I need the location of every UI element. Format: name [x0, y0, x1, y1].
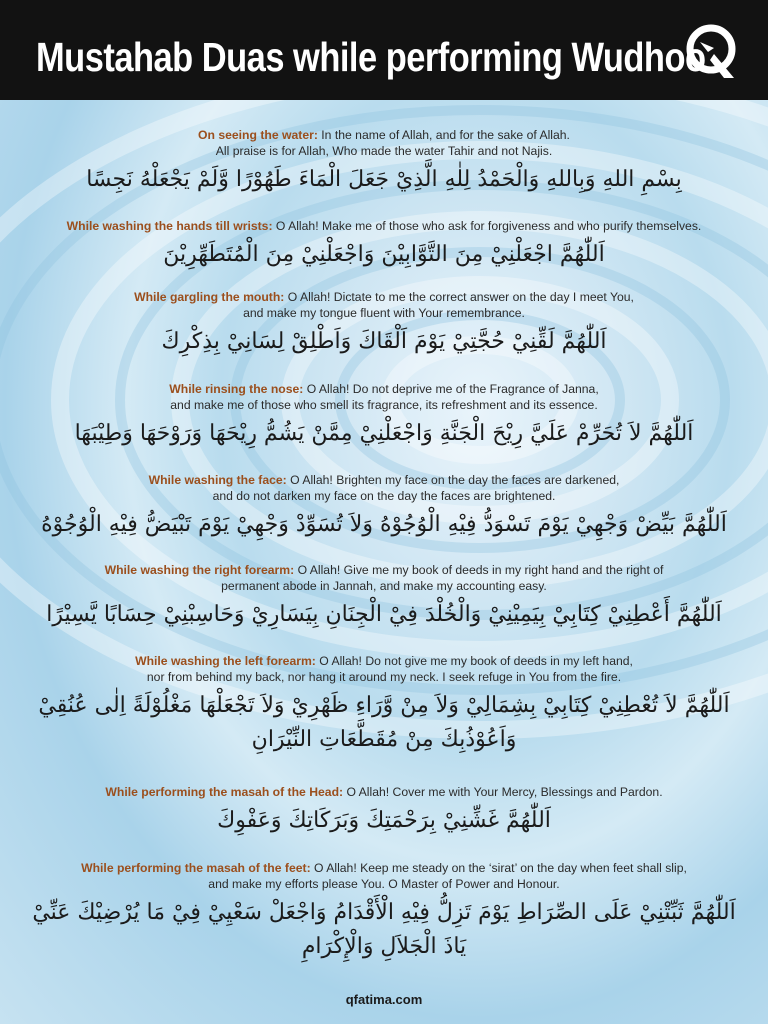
dua-arabic: اَللّٰهُمَّ لاَ تُعْطِنِيْ كِتَابِيْ بِشِمَالِيْ وَلاَ مِنْ وَّرَاءِ ظَهْرِيْ وَلاَ تَجْعَلْهَا مَغْلُوْلَةً اِلٰى عُنُقِيْ وَاَعُوْذُبِكَ مِنْ مُقَطَّعَاتِ النِّيْرَانِ	[38, 693, 730, 752]
dua-rinsing-nose	[20, 381, 748, 451]
dua-label: While performing the masah of the feet:	[81, 861, 311, 875]
dua-arabic: اَللّٰهُمَّ بَيِّضْ وَجْهِيْ يَوْمَ تَسْوَدُّ فِيْهِ الْوُجُوْهُ وَلاَ تُسَوِّدْ وَجْهِيْ يَوْمَ تَبْيَضُّ فِيْهِ الْوُجُوْهُ	[41, 512, 727, 537]
dua-arabic: اَللّٰهُمَّ أَعْطِنِيْ كِتَابِيْ بِيَمِيْنِيْ وَالْخُلْدَ فِيْ الْجِنَانِ بِيَسَارِيْ وَحَاسِبْنِيْ حِسَابًا يَّسِيْرًا	[46, 602, 722, 627]
dua-label: While rinsing the nose:	[169, 382, 304, 396]
dua-right-forearm	[20, 562, 748, 632]
dua-left-forearm	[20, 653, 748, 757]
duas-list	[20, 100, 748, 1000]
dua-translation: While washing the hands till wrists: O Allah! Make me of those who ask for forgiveness and who purify themselves.	[66, 219, 702, 233]
dua-translation: While washing the face: O Allah! Brighten my face on the day the faces are darkened, and do not darken my face on the day the faces are brightened.	[148, 473, 620, 503]
dua-label: While washing the face:	[148, 473, 287, 487]
dua-arabic: اَللّٰهُمَّ لَقِّنِيْ حُجَّتِيْ يَوْمَ اَلْقَاكَ وَاَطْلِقْ لِسَانِيْ بِذِكْرِكَ	[161, 329, 607, 354]
dua-translation: While gargling the mouth: O Allah! Dictate to me the correct answer on the day I meet You, and make my tongue fluent with Your remembrance.	[134, 290, 634, 320]
dua-translation: While performing the masah of the Head: O Allah! Cover me with Your Mercy, Blessings and Pardon.	[105, 785, 663, 799]
qfatima-logo-icon	[684, 22, 744, 82]
dua-label: On seeing the water:	[198, 128, 318, 142]
dua-arabic: اَللّٰهُمَّ لاَ تُحَرِّمْ عَلَيَّ رِيْحَ الْجَنَّةِ وَاجْعَلْنِيْ مِمَّنْ يَشُمُّ رِيْحَهَا وَرَوْحَهَا وَطِيْبَهَا	[74, 421, 694, 446]
dua-label: While washing the right forearm:	[104, 563, 295, 577]
footer-site-link[interactable]: qfatima.com	[345, 992, 423, 1007]
dua-arabic: اَللّٰهُمَّ ثَبِّتْنِيْ عَلَى الصِّرَاطِ يَوْمَ تَزِلُّ فِيْهِ الْأَقْدَامُ وَاجْعَلْ سَعْيِيْ فِيْ مَا يُرْضِيْكَ عَنِّيْ يَاذَ الْجَلاَلِ وَالْإِكْرَامِ	[32, 900, 736, 959]
dua-arabic: اَللّٰهُمَّ اجْعَلْنِيْ مِنَ التَّوَّابِيْنَ وَاجْعَلْنِيْ مِنَ الْمُتَطَهِّرِيْنَ	[163, 242, 605, 267]
page-title: Mustahab Duas while performing Wudhoo	[36, 34, 706, 80]
dua-translation: On seeing the water: In the name of Allah, and for the sake of Allah. All praise is for Allah, Who made the water Tahir and not Najis.	[198, 128, 570, 158]
dua-arabic: اَللّٰهُمَّ غَشِّنِيْ بِرَحْمَتِكَ وَبَرَكَاتِكَ وَعَفْوِكَ	[217, 808, 551, 833]
dua-seeing-water	[20, 127, 748, 197]
dua-masah-feet	[20, 860, 748, 964]
dua-label: While performing the masah of the Head:	[105, 785, 344, 799]
dua-translation: While performing the masah of the feet: O Allah! Keep me steady on the ‘sirat’ on the day when feet shall slip, and make my efforts please You. O Master of Power and Honour.	[81, 861, 687, 891]
dua-arabic: بِسْمِ اللهِ وَبِاللهِ وَالْحَمْدُ لِلٰهِ الَّذِيْ جَعَلَ الْمَاءَ طَهُوْرًا وَّلَمْ يَجْعَلْهُ نَجِسًا	[86, 167, 682, 192]
dua-label: While washing the hands till wrists:	[66, 219, 273, 233]
dua-masah-head	[20, 784, 748, 838]
dua-label: While gargling the mouth:	[134, 290, 285, 304]
dua-gargling-mouth	[20, 289, 748, 359]
header-banner	[0, 0, 768, 100]
dua-label: While washing the left forearm:	[135, 654, 316, 668]
dua-translation: While washing the left forearm: O Allah! Do not give me my book of deeds in my left hand, nor from behind my back, nor hang it around my neck. I seek refuge in You from the fire.	[135, 654, 633, 684]
dua-washing-face	[20, 472, 748, 542]
dua-washing-hands	[20, 218, 748, 272]
dua-translation: While rinsing the nose: O Allah! Do not deprive me of the Fragrance of Janna, and make me of those who smell its fragrance, its refreshment and its essence.	[169, 382, 599, 412]
dua-translation: While washing the right forearm: O Allah! Give me my book of deeds in my right hand and the right of permanent abode in Jannah, and make my accounting easy.	[104, 563, 664, 593]
